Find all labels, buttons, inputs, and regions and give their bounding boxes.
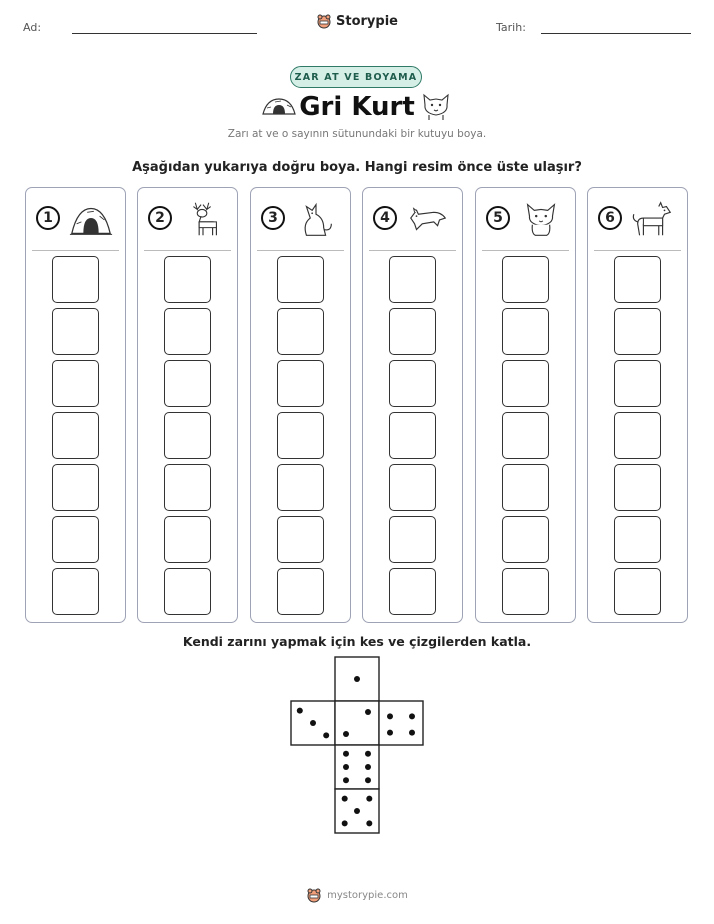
column-header <box>476 188 575 250</box>
color-box[interactable] <box>502 360 549 407</box>
color-box[interactable] <box>277 516 324 563</box>
color-box[interactable] <box>614 256 661 303</box>
color-box[interactable] <box>277 464 324 511</box>
color-box[interactable] <box>164 308 211 355</box>
color-box[interactable] <box>614 568 661 615</box>
color-box[interactable] <box>389 568 436 615</box>
dice-pip <box>366 796 372 802</box>
color-box[interactable] <box>164 412 211 459</box>
name-line[interactable] <box>72 33 257 34</box>
column-header <box>588 188 687 250</box>
column-1 <box>25 187 126 623</box>
dice-pip <box>354 808 360 814</box>
color-box[interactable] <box>52 568 99 615</box>
dice-face-1 <box>335 657 379 701</box>
storypie-mascot-icon <box>316 13 332 29</box>
dice-pip <box>343 777 349 783</box>
column-divider <box>32 250 119 251</box>
coloring-instruction: Aşağıdan yukarıya doğru boya. Hangi resim önce üste ulaşır? <box>132 160 582 175</box>
column-number: 4 <box>373 206 397 230</box>
dice-pip <box>323 732 329 738</box>
color-box[interactable] <box>389 464 436 511</box>
color-box[interactable] <box>52 516 99 563</box>
dice-pip <box>409 730 415 736</box>
column-number: 6 <box>598 206 622 230</box>
color-box[interactable] <box>52 256 99 303</box>
dice-pip <box>409 713 415 719</box>
color-box[interactable] <box>502 256 549 303</box>
dice-pip <box>310 720 316 726</box>
column-number: 2 <box>148 206 172 230</box>
column-2 <box>137 187 238 623</box>
dice-pip <box>365 764 371 770</box>
color-box[interactable] <box>164 464 211 511</box>
brand-logo <box>0 13 714 29</box>
color-box[interactable] <box>277 412 324 459</box>
brand-name: Storypie <box>336 13 398 29</box>
subtitle: Zarı at ve o sayının sütunundaki bir kutuyu boya. <box>227 128 487 140</box>
den-icon <box>68 200 114 238</box>
storypie-mascot-icon <box>306 887 322 903</box>
color-box[interactable] <box>502 464 549 511</box>
column-divider <box>594 250 681 251</box>
dice-face-3 <box>291 701 335 745</box>
wolf-pup-title-icon <box>420 91 452 121</box>
column-3 <box>250 187 351 623</box>
color-box[interactable] <box>277 308 324 355</box>
column-number: 5 <box>486 206 510 230</box>
color-box[interactable] <box>502 412 549 459</box>
color-box[interactable] <box>277 568 324 615</box>
dice-pip <box>343 731 349 737</box>
page-title: Gri Kurt <box>299 92 415 122</box>
date-label: Tarih: <box>496 21 526 34</box>
column-divider <box>144 250 231 251</box>
color-box[interactable] <box>502 308 549 355</box>
color-box[interactable] <box>389 516 436 563</box>
deer-icon <box>180 200 226 238</box>
dice-face-6 <box>335 745 379 789</box>
dice-instruction: Kendi zarını yapmak için kes ve çizgilerden katla. <box>182 634 532 649</box>
color-box[interactable] <box>277 360 324 407</box>
column-header <box>26 188 125 250</box>
footer-url[interactable]: mystorypie.com <box>327 889 408 901</box>
color-box[interactable] <box>164 360 211 407</box>
dice-pip <box>387 730 393 736</box>
color-box[interactable] <box>614 360 661 407</box>
dice-net <box>290 656 426 836</box>
dice-pip <box>365 777 371 783</box>
color-box[interactable] <box>389 256 436 303</box>
dice-pip <box>342 820 348 826</box>
date-line[interactable] <box>541 33 691 34</box>
dice-pip <box>343 751 349 757</box>
column-5 <box>475 187 576 623</box>
dice-pip <box>387 713 393 719</box>
color-box[interactable] <box>614 308 661 355</box>
color-box[interactable] <box>389 308 436 355</box>
column-number: 1 <box>36 206 60 230</box>
dice-pip <box>297 708 303 714</box>
color-box[interactable] <box>164 568 211 615</box>
standing-wolf-icon <box>630 200 676 238</box>
dice-pip <box>365 709 371 715</box>
column-header <box>363 188 462 250</box>
color-box[interactable] <box>389 360 436 407</box>
column-divider <box>482 250 569 251</box>
column-divider <box>369 250 456 251</box>
column-header <box>138 188 237 250</box>
dice-pip <box>365 751 371 757</box>
column-number: 3 <box>261 206 285 230</box>
column-6 <box>587 187 688 623</box>
column-divider <box>257 250 344 251</box>
name-label: Ad: <box>23 21 42 34</box>
color-box[interactable] <box>614 412 661 459</box>
dice-face-4 <box>379 701 423 745</box>
dice-face-5 <box>335 789 379 833</box>
color-box[interactable] <box>52 360 99 407</box>
color-box[interactable] <box>502 516 549 563</box>
dice-pip <box>343 764 349 770</box>
dice-pip <box>366 820 372 826</box>
color-box[interactable] <box>389 412 436 459</box>
color-box[interactable] <box>614 464 661 511</box>
dice-face-2 <box>335 701 379 745</box>
color-box[interactable] <box>502 568 549 615</box>
column-4 <box>362 187 463 623</box>
color-box[interactable] <box>164 516 211 563</box>
wolf-pup-icon <box>518 200 564 238</box>
howling-wolf-icon <box>293 200 339 238</box>
footer <box>0 887 714 903</box>
activity-badge: ZAR AT VE BOYAMA <box>290 66 422 88</box>
color-box[interactable] <box>52 308 99 355</box>
dice-pip <box>342 796 348 802</box>
running-wolf-icon <box>405 200 451 238</box>
color-box[interactable] <box>277 256 324 303</box>
color-box[interactable] <box>614 516 661 563</box>
column-header <box>251 188 350 250</box>
color-box[interactable] <box>52 464 99 511</box>
dice-pip <box>354 676 360 682</box>
color-box[interactable] <box>164 256 211 303</box>
color-box[interactable] <box>52 412 99 459</box>
